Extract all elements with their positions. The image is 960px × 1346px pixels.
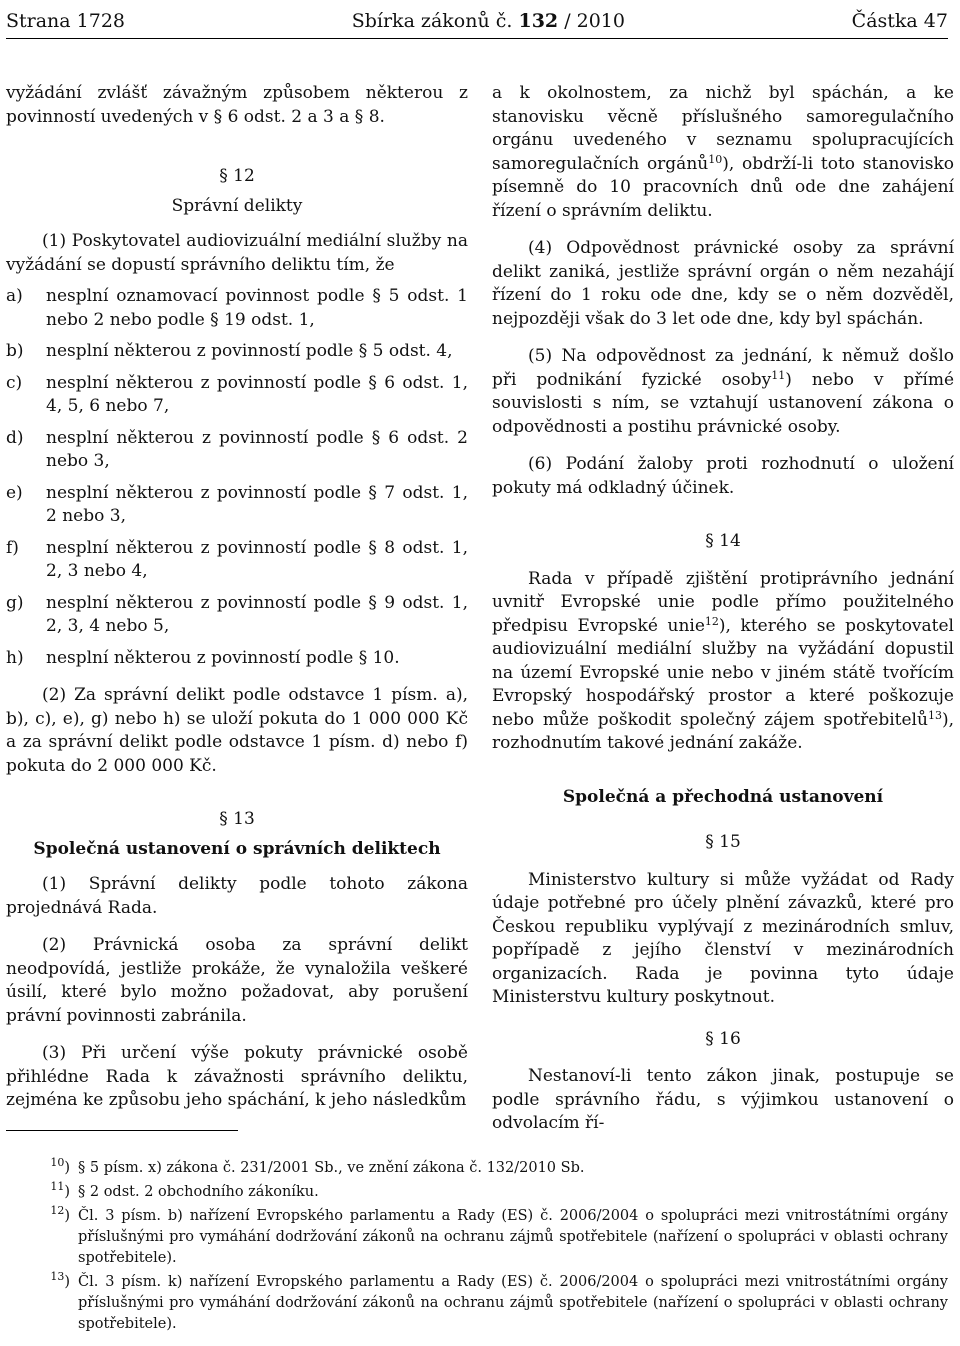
list-item-label: a) [6,286,23,306]
offence-list-item [6,285,468,332]
issue-number: Částka 47 [851,10,948,32]
section-14-text-c: ), rozhodnutím takové jednání zakáže. [492,709,954,753]
list-item-text: nesplní oznamovací povinnost podle § 5 odst. 1 nebo 2 nebo podle § 19 odst. 1, [46,286,468,330]
intro-paragraph: vyžádání zvlášť závažným způsobem některou z povinností uvedených v § 6 odst. 2 a 3 a § 8. [6,83,468,127]
collection-number: 132 [518,10,559,32]
footnote-text: § 5 písm. x) zákona č. 231/2001 Sb., ve znění zákona č. 132/2010 Sb. [78,1160,585,1176]
section-14-number: § 14 [705,531,741,551]
section-12-title: Správní delikty [171,195,303,216]
section-13-number: § 13 [219,809,255,829]
right-column [492,82,954,1136]
section-13-paragraph-6: (6) Podání žaloby proti rozhodnutí o uložení pokuty má odkladný účinek. [492,454,954,498]
footnote-number: 12 [50,1204,65,1217]
footnote-mark: $^{12}$) [50,1204,70,1224]
offence-list-item [6,340,468,364]
header-divider [6,38,948,39]
common-provisions-title: Společná a přechodná ustanovení [562,786,884,807]
continuation-text-a: a k okolnostem, za nichž byl spáchán, a ke stanovisku věcně příslušného samoregulačního orgánu uvedeného v seznamu spolupracujících samoregulačních orgánů [492,83,954,174]
footnote-number: 10 [50,1156,65,1169]
footnote-ref-12: 12 [704,614,719,628]
footnote-text: Čl. 3 písm. b) nařízení Evropského parlamentu a Rady (ES) č. 2006/2004 o spolupráci mezi vnitrostátními orgány příslušnými pro vymáhání dodržování zákonů na ochranu zájmů spotřebitele (nařízení o spolupráci v oblasti ochrany spotřebitele). [78,1208,948,1266]
footnote-text: Čl. 3 písm. k) nařízení Evropského parlamentu a Rady (ES) č. 2006/2004 o spolupráci mezi vnitrostátními orgány příslušnými pro vymáhání dodržování zákonů na ochranu zájmů spotřebitele (nařízení o spolupráci v oblasti ochrany spotřebitele). [78,1274,948,1332]
list-item-label: h) [6,647,24,668]
section-12-number: § 12 [219,166,255,186]
section-14-text-a: Rada v případě zjištění protiprávního jednání uvnitř Evropské unie podle přímo použitelného předpisu Evropské unie [492,568,954,636]
collection-title [352,10,625,32]
list-item-text: nesplní některou z povinností podle § 9 odst. 1, 2, 3, 4 nebo 5, [46,592,468,636]
list-item-text: nesplní některou z povinností podle § 10. [46,647,400,668]
footnote [6,1272,948,1335]
list-item-text: nesplní některou z povinností podle § 6 odst. 1, 4, 5, 6 nebo 7, [46,372,468,416]
footnote [6,1158,948,1179]
footnote-text: § 2 odst. 2 obchodního zákoníku. [78,1184,319,1200]
page-header [6,6,948,36]
offence-list-item [6,372,468,419]
left-column [6,82,468,1113]
footnote [6,1206,948,1269]
list-item-text: nesplní některou z povinností podle § 7 odst. 1, 2 nebo 3, [46,482,468,526]
footnote-mark: $^{11}$) [50,1180,70,1200]
section-15-number: § 15 [705,832,741,852]
list-item-text: nesplní některou z povinností podle § 5 odst. 4, [46,341,453,361]
offence-list-item [6,647,468,671]
list-item-text: nesplní některou z povinností podle § 6 odst. 2 nebo 3, [46,427,468,471]
section-12-paragraph-1: (1) Poskytovatel audiovizuální mediální služby na vyžádání se dopustí správního deliktu tím, že [6,231,468,275]
offence-list-item [6,592,468,639]
continuation-text-b: ), obdrží-li toto stanovisko písemně do 10 pracovních dnů ode dne zahájení řízení o správním deliktu. [492,153,954,221]
list-item-label: f) [6,537,19,558]
footnote-number: 13 [50,1270,65,1283]
list-item-label: b) [6,341,24,361]
offence-list-item [6,482,468,529]
footnote-mark: $^{10}$) [50,1156,70,1176]
footnote-ref-11: 11 [771,368,786,382]
section-16-number: § 16 [705,1028,741,1049]
list-item-label: e) [6,482,23,503]
footnote-mark: $^{13}$) [50,1270,70,1290]
paragraph-5-text-a: (5) Na odpovědnost za jednání, k němuž došlo při podnikání fyzické osoby [492,346,954,390]
section-13-paragraph-1: (1) Správní delikty podle tohoto zákona projednává Rada. [6,874,468,918]
footnote-ref-13: 13 [927,708,942,722]
footnotes [6,1158,948,1338]
section-14-paragraph [492,568,954,756]
footnote-ref-10: 10 [708,152,723,166]
page-number: Strana 1728 [6,10,126,32]
list-item-label: g) [6,592,24,613]
section-13-continuation [492,82,954,223]
section-13-paragraph-5 [492,345,954,439]
section-12-paragraph-2: (2) Za správní delikt podle odstavce 1 písm. a), b), c), e), g) nebo h) se uloží pokuta do 1 000 000 Kč a za správní delikt podle odstavce 1 písm. d) nebo f) pokuta do 2 000 000 Kč. [6,685,468,776]
collection-year: / 2010 [564,10,625,32]
section-14-text-b: ), kterého se poskytovatel audiovizuální mediální služby na vyžádání dopustil na území Evropské unie nebo v jiném státě tvořícím Evropský hospodářský prostor a které poškozuje nebo může poškodit společný zájem spotřebitelů [492,615,954,730]
list-item-label: d) [6,427,24,448]
offence-list-item [6,537,468,584]
section-13-paragraph-3: (3) Při určení výše pokuty právnické osobě přihlédne Rada k závažnosti správního deliktu, zejména ke způsobu jeho spáchání, k jeho následkům [6,1043,468,1110]
section-15-paragraph: Ministerstvo kultury si může vyžádat od Rady údaje potřebné pro účely plnění závazků, které pro Českou republiku vyplývají z mezinárodních smluv, popřípadě z jejího členství v mezinárodních organizacích. Rada je povinna tyto údaje Ministerstvu kultury poskytnout. [492,869,954,1007]
section-13-paragraph-4: (4) Odpovědnost právnické osoby za správní delikt zaniká, jestliže správní orgán o něm nezahájí řízení do 1 roku ode dne, kdy se o něm dozvěděl, nejpozději však do 3 let ode dne, kdy byl spáchán. [492,238,954,329]
section-16-paragraph: Nestanoví-li tento zákon jinak, postupuje se podle správního řádu, s výjimkou ustanovení o odvolacím ří- [492,1066,954,1133]
section-13-title: Společná ustanovení o správních deliktech [33,838,441,859]
offence-list [6,285,468,670]
collection-prefix: Sbírka zákonů č. [351,10,513,32]
offence-list-item [6,427,468,474]
footnote-number: 11 [50,1180,65,1193]
footnote [6,1182,948,1203]
list-item-text: nesplní některou z povinností podle § 8 odst. 1, 2, 3 nebo 4, [46,537,468,581]
paragraph-5-text-b: ) nebo v přímé souvislosti s ním, se vztahují ustanovení zákona o odpovědnosti a postihu právnické osoby. [492,369,955,437]
footnote-divider [6,1130,238,1131]
list-item-label: c) [6,372,23,393]
section-13-paragraph-2: (2) Právnická osoba za správní delikt neodpovídá, jestliže prokáže, že vynaložila veškeré úsilí, které bylo možno požadovat, aby porušení právní povinnosti zabránila. [6,935,468,1026]
